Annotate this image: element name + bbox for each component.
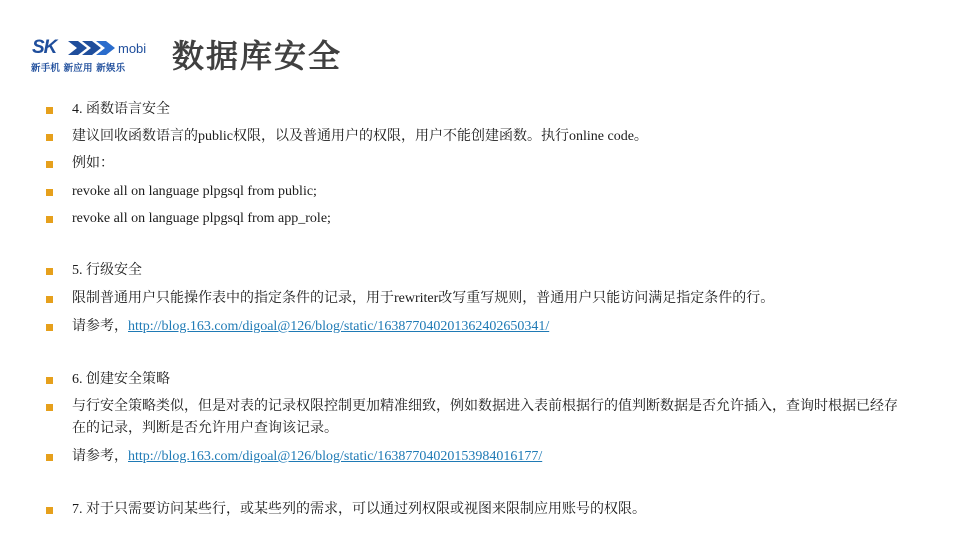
item-text: revoke all on language plpgsql from app_role; [72,211,331,226]
item-text [72,316,922,338]
item-text: 建议回收函数语言的public权限，以及普通用户的权限，用户不能创建函数。执行online code。 [72,129,648,144]
bullet-icon [46,107,53,114]
item-text: 例如： [72,156,114,171]
logo-wordmark: SK [32,37,57,58]
bullet-icon [46,296,53,303]
reference-prefix: 请参考， [72,449,128,464]
skymobi-logo [28,36,150,76]
reference-link[interactable]: http://blog.163.com/digoal@126/blog/static/16387704020153984016177/ [128,449,543,464]
reference-link[interactable]: http://blog.163.com/digoal@126/blog/static/1638770402013624026503​41/ [128,319,550,334]
item-text: revoke all on language plpgsql from public; [72,184,317,199]
item-text: 7. 对于只需要访问某些行，或某些列的需求，可以通过列权限或视图来限制应用账号的权限。 [72,502,646,517]
item-text: 6. 创建安全策略 [72,372,170,387]
bullet-icon [46,134,53,141]
bullet-icon [46,268,53,275]
bullet-icon [46,507,53,514]
item-text [72,446,922,468]
bullet-icon [46,404,53,411]
bullet-icon [46,377,53,384]
logo-chevron-icon [68,39,118,57]
item-text: 限制普通用户只能操作表中的指定条件的记录，用于rewriter改写重写规则，普通用户只能访问满足指定条件的行。 [72,291,775,306]
bullet-icon [46,189,53,196]
reference-prefix: 请参考， [72,319,128,334]
logo-tagline: 新手机 新应用 新娱乐 [31,63,126,74]
item-text: 与行安全策略类似，但是对表的记录权限控制更加精准细致，例如数据进入表前根据行的值判断数据是否允许插入，查询时根据已经存在的记录，判断是否允许用户查询该记录。 [72,399,898,436]
page-title: 数据库安全 [172,37,343,75]
logo-mobi-text: mobi [118,41,147,56]
bullet-icon [46,161,53,168]
item-text: 5. 行级安全 [72,263,142,278]
bullet-icon [46,454,53,461]
bullet-icon [46,216,53,223]
bullet-icon [46,324,53,331]
item-text: 4. 函数语言安全 [72,102,170,117]
